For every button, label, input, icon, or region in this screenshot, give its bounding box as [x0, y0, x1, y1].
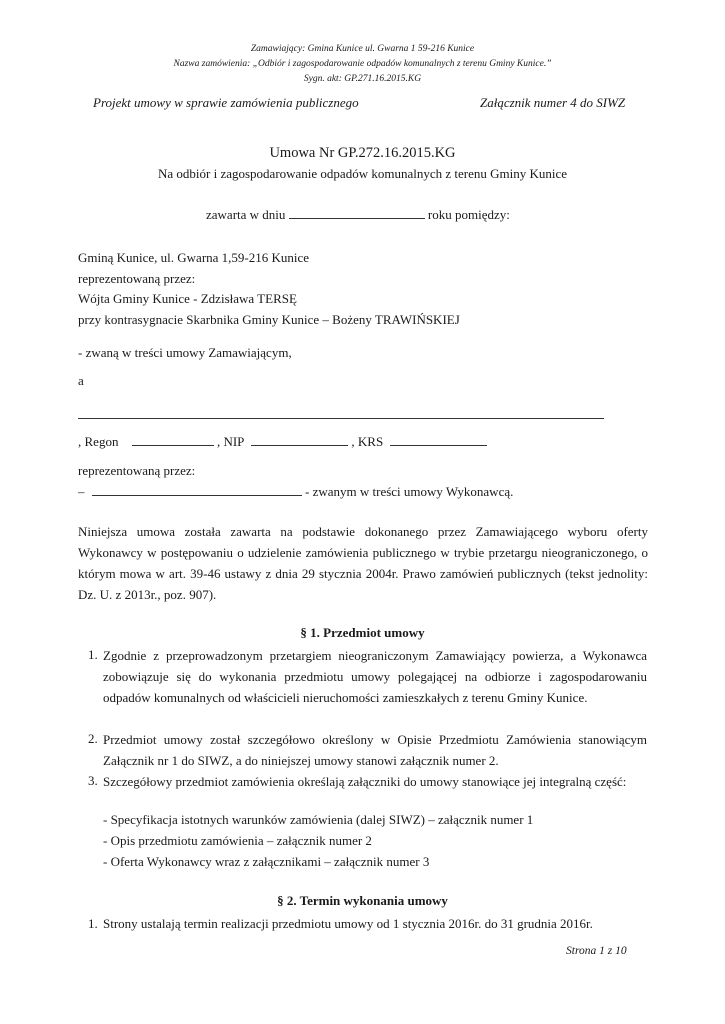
subheader-left: Projekt umowy w sprawie zamówienia publicznego — [93, 95, 359, 110]
party1-line1: Gminą Kunice, ul. Gwarna 1,59-216 Kunice — [78, 250, 310, 265]
concluded-line — [206, 207, 510, 223]
party1-line3: Wójta Gminy Kunice - Zdzisława TERSĘ — [78, 291, 297, 306]
krs-label: , KRS — [351, 434, 384, 449]
s2-item1-num: 1. — [88, 916, 98, 931]
contractor-text: - zwanym w treści umowy Wykonawcą. — [305, 484, 514, 499]
regon-blank — [132, 445, 214, 446]
s1-item3-text: Szczegółowy przedmiot zamówienia określają załączniki do umowy stanowiące jej integralną część: — [103, 774, 627, 789]
party1-line4: przy kontrasygnacie Skarbnika Gminy Kunice – Bożeny TRAWIŃSKIEJ — [78, 312, 460, 327]
dash: – — [78, 484, 85, 499]
s1-item3-num: 3. — [88, 773, 98, 788]
krs-blank — [390, 445, 487, 446]
header-line-3: Sygn. akt: GP.271.16.2015.KG — [303, 74, 422, 84]
party1-line2: reprezentowaną przez: — [78, 271, 196, 286]
contract-title: Umowa Nr GP.272.16.2015.KG — [269, 145, 456, 161]
regon-label: , Regon — [78, 434, 119, 449]
page-number: Strona 1 z 10 — [566, 945, 627, 957]
section1-title: § 1. Przedmiot umowy — [300, 625, 425, 640]
header-line-1: Zamawiający: Gmina Kunice ul. Gwarna 1 59-216 Kunice — [250, 44, 475, 54]
s1-item1-num: 1. — [88, 647, 98, 662]
nip-blank — [251, 445, 348, 446]
party1-line5: - zwaną w treści umowy Zamawiającym, — [78, 345, 292, 360]
and-connector: a — [78, 373, 84, 388]
contractor-rep-blank — [92, 495, 302, 496]
contractor-name-blank — [78, 418, 604, 419]
contractor-line — [78, 484, 513, 500]
s2-item1-text: Strony ustalają termin realizacji przedmiotu umowy od 1 stycznia 2016r. do 31 grudnia 2016r. — [103, 916, 593, 931]
nip-label: , NIP — [216, 434, 244, 449]
s1-item2-text: Przedmiot umowy został szczegółowo określony w Opisie Przedmiotu Zamówienia stanowiącym Załącznik nr 1 do SIWZ, a do niniejszej umowy stanowi załącznik numer 2. — [103, 732, 647, 768]
section2-title: § 2. Termin wykonania umowy — [277, 893, 448, 908]
s1-item1-text: Zgodnie z przeprowadzonym przetargiem nieograniczonym Zamawiający powierza, a Wykonawca zobowiązuje się do wykonania przedmiotu umowy polegającej na odbiorze i zagospodarowaniu odpadów komunalnych od właścicieli nieruchomości zamieszkałych z terenu Gminy Kunice. — [103, 648, 647, 705]
concluded-before: zawarta w dniu — [206, 207, 286, 222]
date-blank — [289, 218, 425, 219]
regon-line — [78, 434, 487, 450]
header-line-2: Nazwa zamówienia: „Odbiór i zagospodarowanie odpadów komunalnych z terenu Gminy Kunice.” — [173, 59, 552, 69]
concluded-after: roku pomiędzy: — [427, 207, 510, 222]
intro-paragraph: Niniejsza umowa została zawarta na podstawie dokonanego przez Zamawiającego wyboru oferty Wykonawcy w postępowaniu o udzielenie zamówienia publicznego w trybie przetargu nieograniczonego, o którym mowa w art. 39-46 ustawy z dnia 29 stycznia 2004r. Prawo zamówień publicznych (tekst jednolity: Dz. U. z 2013r., poz. 907). — [78, 524, 648, 602]
subheader-right: Załącznik numer 4 do SIWZ — [480, 95, 626, 110]
s1-subitem-3: - Oferta Wykonawcy wraz z załącznikami – załącznik numer 3 — [103, 854, 430, 869]
s1-subitem-2: - Opis przedmiotu zamówienia – załącznik numer 2 — [103, 833, 372, 848]
s1-subitem-1: - Specyfikacja istotnych warunków zamówienia (dalej SIWZ) – załącznik numer 1 — [103, 812, 534, 827]
s1-item2-num: 2. — [88, 731, 98, 746]
contract-subtitle: Na odbiór i zagospodarowanie odpadów komunalnych z terenu Gminy Kunice — [157, 166, 568, 181]
rep-label: reprezentowaną przez: — [78, 463, 196, 478]
